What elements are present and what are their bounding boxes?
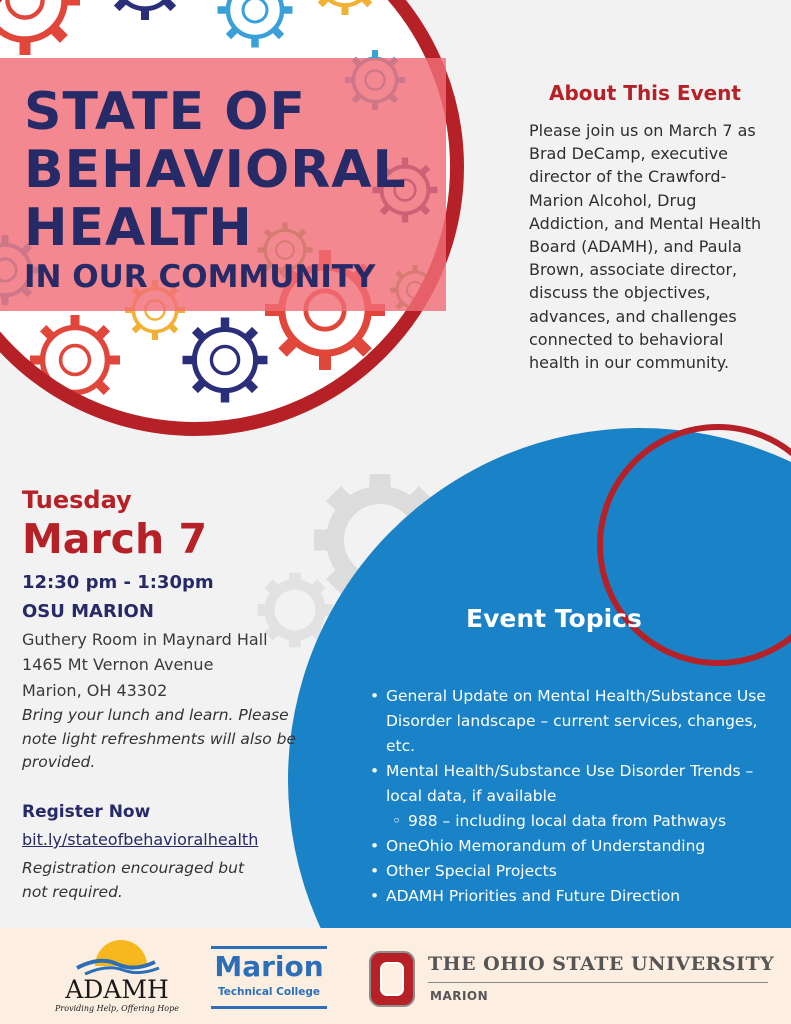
about-heading: About This Event bbox=[549, 81, 741, 105]
register-link[interactable]: bit.ly/stateofbehavioralhealth bbox=[22, 830, 259, 849]
title-line-3: HEALTH bbox=[24, 198, 253, 258]
event-venue: OSU MARION bbox=[22, 601, 154, 622]
lunch-note: Bring your lunch and learn. Please note light refreshments will also be provided. bbox=[22, 706, 297, 771]
topic-item: • ADAMH Priorities and Future Direction bbox=[370, 884, 785, 909]
title-banner bbox=[0, 58, 446, 311]
register-note: Registration encouraged but not required. bbox=[22, 859, 245, 901]
topic-subitem: ◦ 988 – including local data from Pathways bbox=[370, 809, 785, 834]
title-line-4: IN OUR COMMUNITY bbox=[24, 259, 376, 295]
topic-item: • General Update on Mental Health/Substance Use Disorder landscape – current services, changes, etc. bbox=[370, 684, 785, 759]
event-time: 12:30 pm - 1:30pm bbox=[22, 572, 214, 593]
title-line-1: STATE OF bbox=[24, 82, 306, 142]
osu-divider bbox=[428, 982, 768, 983]
osu-block-o-icon bbox=[368, 950, 416, 1008]
register-heading: Register Now bbox=[22, 802, 151, 822]
adamh-tagline: Providing Help, Offering Hope bbox=[55, 1004, 179, 1013]
address-line-1: Guthery Room in Maynard Hall bbox=[22, 630, 268, 649]
address-line-2: 1465 Mt Vernon Avenue bbox=[22, 655, 214, 674]
topic-item: • Other Special Projects bbox=[370, 859, 785, 884]
osu-campus: MARION bbox=[430, 989, 489, 1003]
address-line-3: Marion, OH 43302 bbox=[22, 681, 168, 700]
about-body: Please join us on March 7 as Brad DeCamp, executive director of the Crawford-Marion Alcohol, Drug Addiction, and Mental Health Board (ADAMH), and Paula Brown, associate director, discuss the objectives, advances, and challenges connected to behavioral health in our community. bbox=[529, 121, 762, 373]
mtc-name: Marion bbox=[214, 950, 324, 983]
osu-name: THE OHIO STATE UNIVERSITY bbox=[428, 953, 775, 975]
topic-item: • Mental Health/Substance Use Disorder Trends – local data, if available bbox=[370, 759, 785, 809]
event-day: Tuesday bbox=[22, 486, 132, 514]
topic-item: • OneOhio Memorandum of Understanding bbox=[370, 834, 785, 859]
adamh-name: ADAMH bbox=[65, 975, 169, 1004]
title-line-2: BEHAVIORAL bbox=[24, 140, 407, 200]
event-date: March 7 bbox=[22, 515, 207, 563]
topics-heading: Event Topics bbox=[466, 604, 642, 633]
sponsor-footer bbox=[0, 928, 791, 1024]
marion-technical-college-logo bbox=[211, 946, 327, 1009]
topics-list bbox=[370, 684, 785, 909]
mtc-subtitle: Technical College bbox=[217, 986, 321, 998]
